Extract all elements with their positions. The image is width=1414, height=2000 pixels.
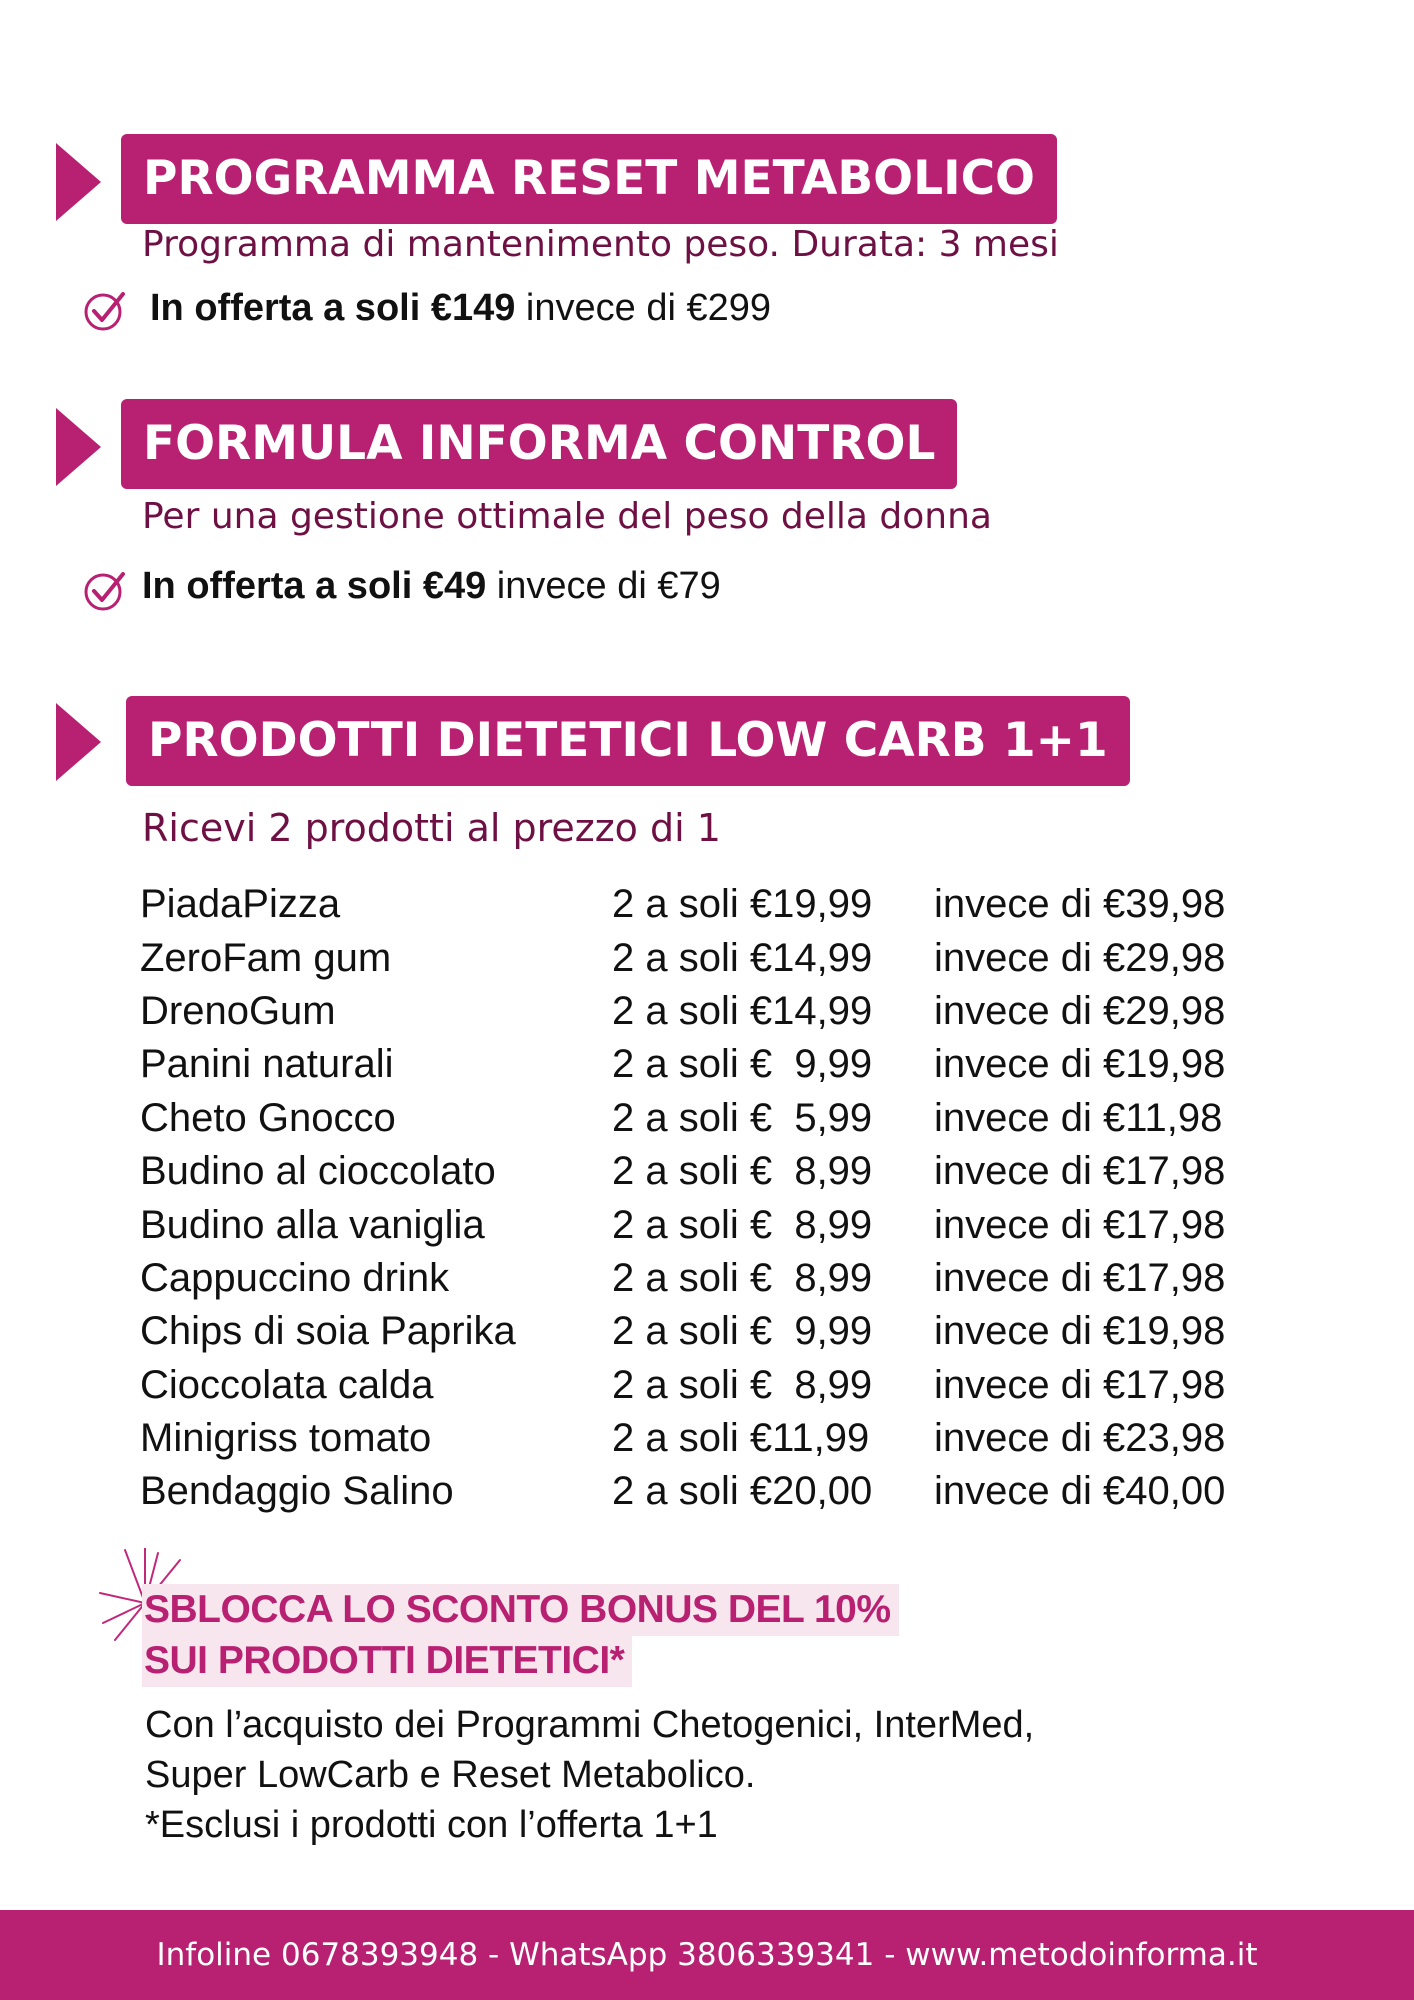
- product-was-price: invece di €29,98: [934, 935, 1226, 980]
- table-row: [140, 1252, 1274, 1305]
- product-name: Chips di soia Paprika: [140, 1309, 516, 1354]
- table-row: [140, 1359, 1274, 1412]
- product-price: 2 a soli € 8,99: [612, 1255, 873, 1300]
- offer-was: invece di €299: [515, 287, 772, 329]
- product-name: PiadaPizza: [140, 882, 341, 927]
- footer-contacts: Infoline 0678393948 - WhatsApp 3806339341 - www.metodoinforma.it: [0, 1910, 1414, 2000]
- product-price: 2 a soli € 8,99: [612, 1202, 873, 1247]
- section-title-reset: PROGRAMMA RESET METABOLICO: [121, 134, 1057, 224]
- section-subtitle-reset: Programma di mantenimento peso. Durata: 3 mesi: [142, 224, 1059, 265]
- offer-reset: [150, 287, 771, 330]
- section-arrow-icon: [56, 408, 101, 486]
- table-row: [140, 1145, 1274, 1198]
- product-name: Panini naturali: [140, 1042, 394, 1087]
- product-price: 2 a soli € 9,99: [612, 1042, 873, 1087]
- bonus-note: [145, 1700, 1034, 1850]
- product-was-price: invece di €17,98: [934, 1255, 1226, 1300]
- product-was-price: invece di €19,98: [934, 1309, 1226, 1354]
- bonus-headline-1: SBLOCCA LO SCONTO BONUS DEL 10%: [142, 1584, 899, 1636]
- product-was-price: invece di €17,98: [934, 1362, 1226, 1407]
- product-price: 2 a soli €11,99: [612, 1416, 870, 1461]
- note-line: *Esclusi i prodotti con l’offerta 1+1: [145, 1804, 718, 1846]
- table-row: [140, 1305, 1274, 1358]
- product-name: DrenoGum: [140, 988, 336, 1033]
- product-was-price: invece di €40,00: [934, 1469, 1226, 1514]
- product-price: 2 a soli €14,99: [612, 988, 873, 1033]
- section-subtitle-control: Per una gestione ottimale del peso della donna: [142, 496, 992, 537]
- product-name: ZeroFam gum: [140, 935, 392, 980]
- section-title-control: FORMULA INFORMA CONTROL: [121, 399, 957, 489]
- bonus-headline-2: SUI PRODOTTI DIETETICI*: [142, 1635, 632, 1687]
- product-price: 2 a soli €20,00: [612, 1469, 873, 1514]
- section-subtitle-lowcarb: Ricevi 2 prodotti al prezzo di 1: [142, 806, 721, 850]
- table-row: [140, 931, 1274, 984]
- table-row: [140, 1092, 1274, 1145]
- product-price: 2 a soli € 8,99: [612, 1149, 873, 1194]
- product-price: 2 a soli € 5,99: [612, 1095, 873, 1140]
- product-price: 2 a soli € 8,99: [612, 1362, 873, 1407]
- note-line: Super LowCarb e Reset Metabolico.: [145, 1754, 756, 1796]
- note-line: Con l’acquisto dei Programmi Chetogenici, InterMed,: [145, 1704, 1035, 1746]
- table-row: [140, 1465, 1274, 1518]
- check-icon: [83, 569, 127, 613]
- table-row: [140, 878, 1274, 931]
- product-price-table: [140, 878, 1274, 1519]
- product-price: 2 a soli €19,99: [612, 882, 873, 927]
- section-title-lowcarb: PRODOTTI DIETETICI LOW CARB 1+1: [126, 696, 1130, 786]
- section-arrow-icon: [56, 143, 101, 221]
- check-icon: [83, 289, 127, 333]
- offer-price: In offerta a soli €149: [150, 287, 516, 329]
- product-name: Minigriss tomato: [140, 1416, 432, 1461]
- product-name: Bendaggio Salino: [140, 1469, 454, 1514]
- product-was-price: invece di €19,98: [934, 1042, 1226, 1087]
- product-price: 2 a soli € 9,99: [612, 1309, 873, 1354]
- product-name: Budino alla vaniglia: [140, 1202, 485, 1247]
- product-was-price: invece di €23,98: [934, 1416, 1226, 1461]
- offer-was: invece di €79: [486, 565, 721, 607]
- table-row: [140, 1198, 1274, 1251]
- product-price: 2 a soli €14,99: [612, 935, 873, 980]
- product-was-price: invece di €29,98: [934, 988, 1226, 1033]
- product-name: Cioccolata calda: [140, 1362, 434, 1407]
- product-name: Budino al cioccolato: [140, 1149, 496, 1194]
- table-row: [140, 1412, 1274, 1465]
- offer-price: In offerta a soli €49: [142, 565, 487, 607]
- product-was-price: invece di €17,98: [934, 1149, 1226, 1194]
- offer-control: [142, 565, 721, 608]
- table-row: [140, 985, 1274, 1038]
- table-row: [140, 1038, 1274, 1091]
- product-name: Cheto Gnocco: [140, 1095, 396, 1140]
- product-was-price: invece di €17,98: [934, 1202, 1226, 1247]
- product-was-price: invece di €11,98: [934, 1095, 1223, 1140]
- product-name: Cappuccino drink: [140, 1255, 450, 1300]
- section-arrow-icon: [56, 703, 101, 781]
- product-was-price: invece di €39,98: [934, 882, 1226, 927]
